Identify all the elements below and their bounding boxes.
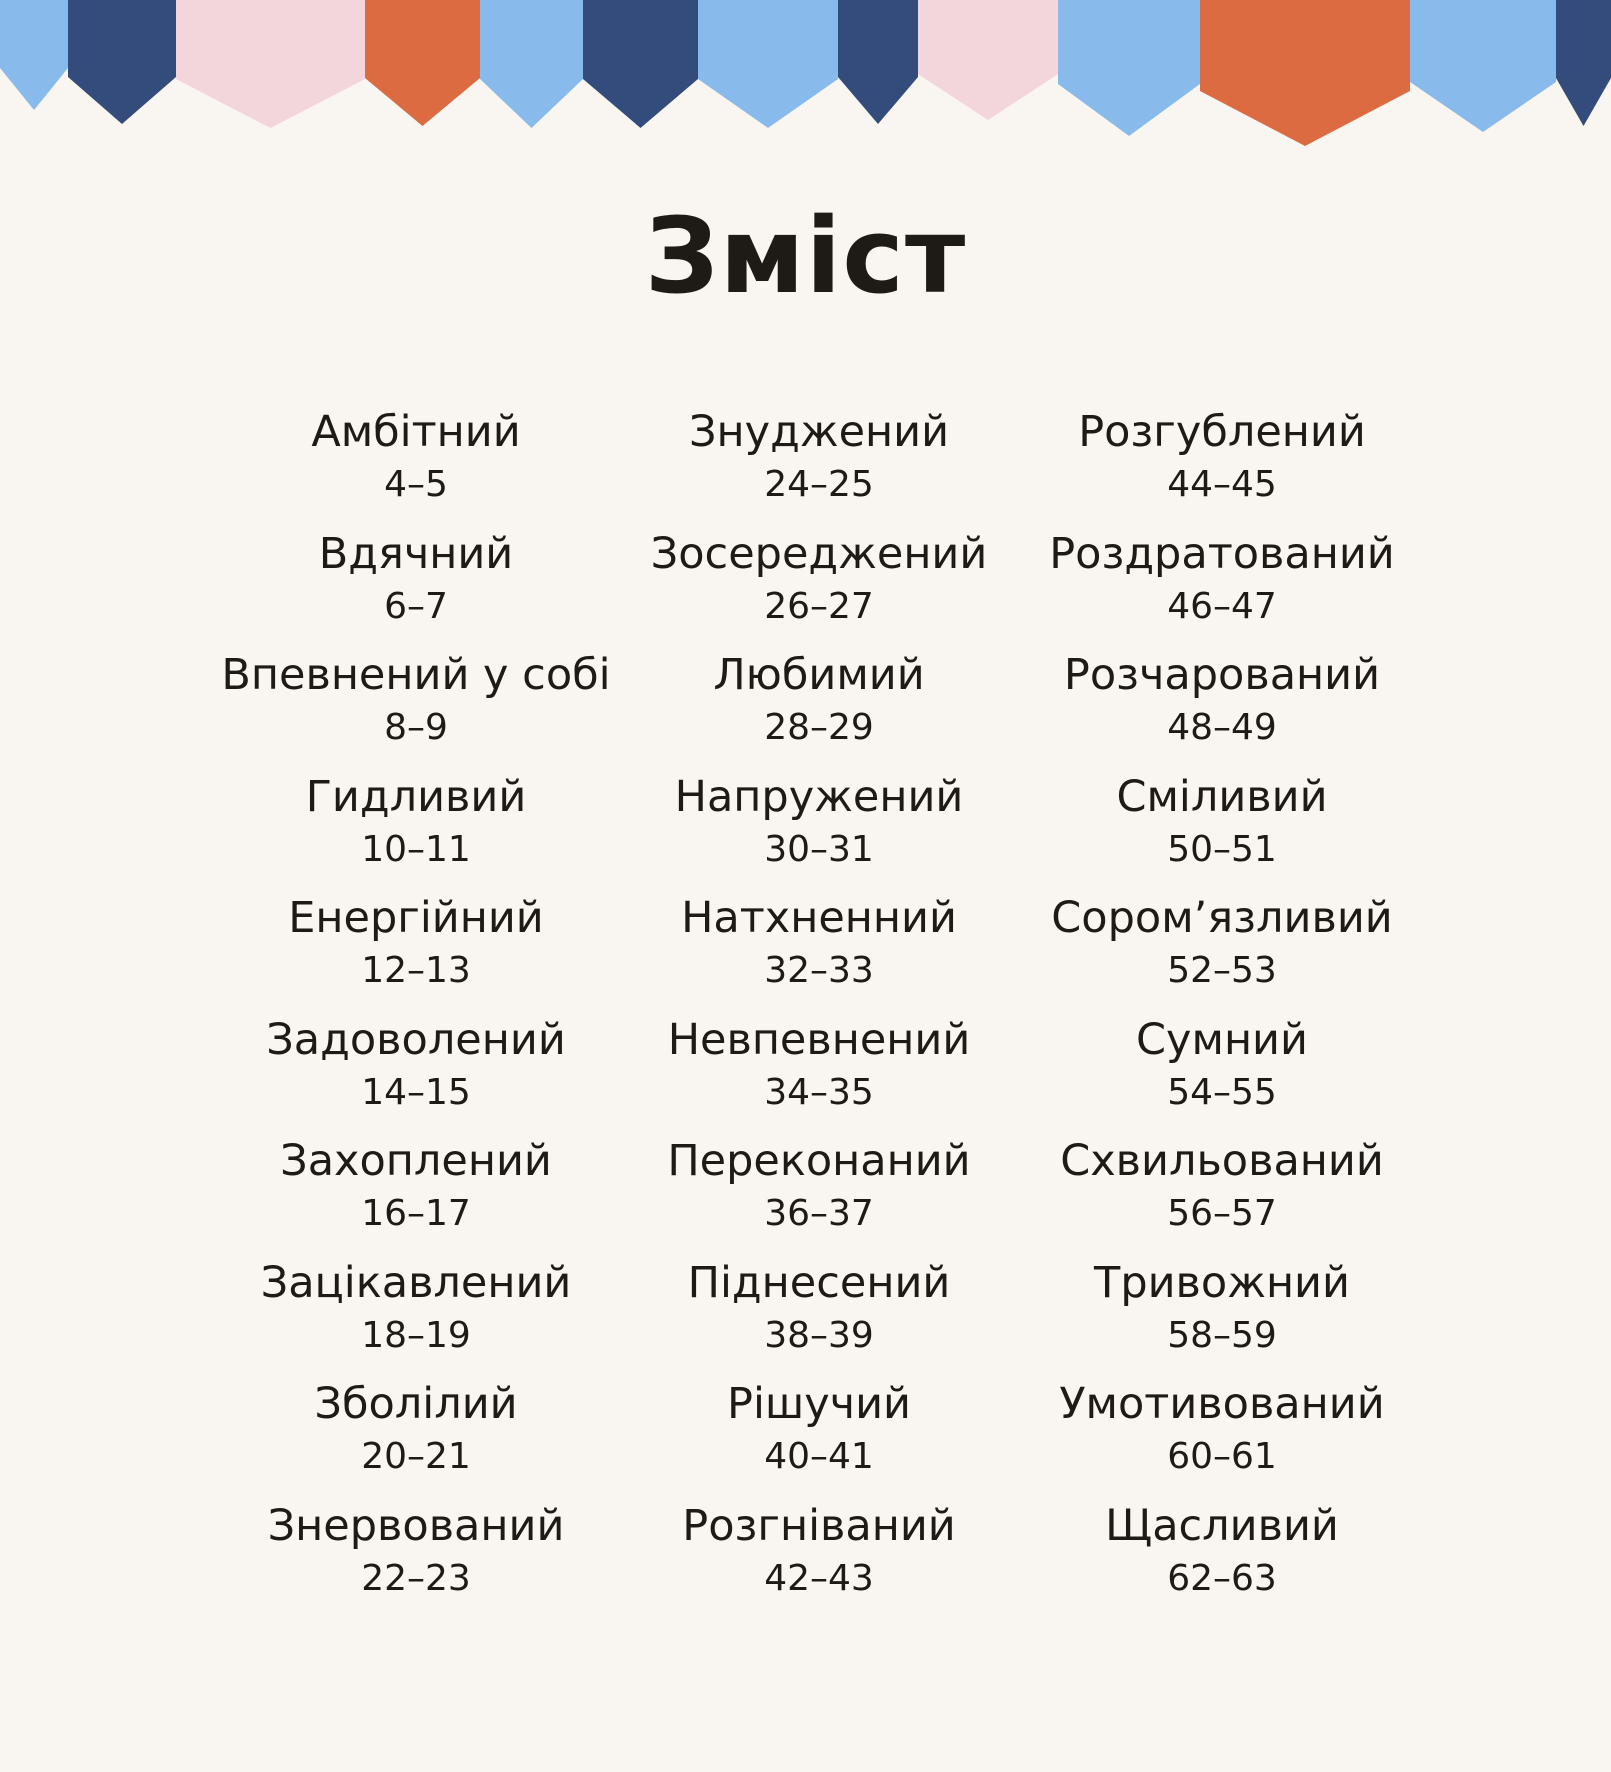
toc-entry[interactable] — [599, 1012, 1039, 1134]
entry-name: Роздратований — [1049, 528, 1395, 579]
page-title: Зміст — [644, 195, 967, 317]
bunting-flag — [1410, 0, 1556, 132]
toc-column-2 — [599, 404, 1039, 1619]
toc-entry[interactable] — [1002, 769, 1442, 891]
entry-name: Зацікавлений — [260, 1257, 572, 1308]
entry-pages: 48–49 — [1167, 707, 1277, 748]
toc-entry[interactable] — [1002, 1498, 1442, 1620]
toc-entry[interactable] — [1002, 1376, 1442, 1498]
entry-name: Сміливий — [1116, 771, 1328, 822]
entry-name: Умотивований — [1059, 1379, 1385, 1429]
bunting-flag — [698, 0, 838, 128]
entry-name: Розчарований — [1063, 650, 1381, 700]
toc-entry[interactable] — [196, 1255, 636, 1377]
toc-entry[interactable] — [196, 526, 636, 648]
toc-entry[interactable] — [599, 1498, 1039, 1620]
bunting-flag — [1058, 0, 1200, 136]
entry-name: Вдячний — [318, 528, 514, 579]
entry-name: Знервований — [267, 1500, 565, 1551]
entry-name: Напружений — [674, 771, 964, 822]
toc-entry[interactable] — [599, 526, 1039, 648]
bunting-flag — [480, 0, 583, 128]
entry-pages: 42–43 — [764, 1557, 874, 1599]
bunting-flag — [838, 0, 918, 124]
entry-pages: 20–21 — [361, 1436, 471, 1477]
toc-entry[interactable] — [599, 404, 1039, 526]
entry-pages: 30–31 — [764, 828, 874, 870]
entry-pages: 50–51 — [1167, 828, 1277, 870]
toc-entry[interactable] — [1002, 1012, 1442, 1134]
entry-pages: 8–9 — [384, 707, 448, 748]
entry-name: Енергійний — [288, 893, 544, 943]
toc-entry[interactable] — [599, 1133, 1039, 1255]
toc-entry[interactable] — [1002, 1133, 1442, 1255]
toc-entry[interactable] — [196, 890, 636, 1012]
entry-name: Переконаний — [667, 1136, 971, 1186]
entry-name: Амбітний — [311, 407, 521, 457]
entry-pages: 14–15 — [361, 1071, 471, 1113]
entry-pages: 62–63 — [1167, 1557, 1277, 1599]
entry-pages: 44–45 — [1167, 464, 1277, 505]
toc-entry[interactable] — [1002, 647, 1442, 769]
entry-pages: 16–17 — [361, 1193, 471, 1234]
toc-entry[interactable] — [196, 1376, 636, 1498]
entry-pages: 24–25 — [764, 464, 874, 505]
toc-entry[interactable] — [196, 1133, 636, 1255]
entry-pages: 56–57 — [1167, 1193, 1277, 1234]
entry-name: Сумний — [1136, 1014, 1308, 1065]
toc-entry[interactable] — [599, 1376, 1039, 1498]
entry-name: Сором’язливий — [1051, 893, 1393, 943]
entry-name: Тривожний — [1094, 1257, 1350, 1308]
entry-name: Рішучий — [727, 1379, 911, 1429]
bunting-decoration — [0, 0, 1611, 150]
entry-pages: 6–7 — [384, 585, 448, 627]
entry-pages: 10–11 — [361, 828, 471, 870]
toc-entry[interactable] — [196, 404, 636, 526]
bunting-flag — [1200, 0, 1410, 146]
toc-entry[interactable] — [196, 769, 636, 891]
entry-name: Впевнений у собі — [221, 650, 611, 700]
entry-name: Розгніваний — [682, 1500, 956, 1551]
toc-entry[interactable] — [1002, 1255, 1442, 1377]
toc-entry[interactable] — [196, 647, 636, 769]
entry-name: Зосереджений — [650, 528, 988, 579]
bunting-flag — [918, 0, 1058, 120]
entry-pages: 38–39 — [764, 1314, 874, 1356]
entry-pages: 32–33 — [764, 950, 874, 991]
toc-entry[interactable] — [1002, 890, 1442, 1012]
entry-pages: 22–23 — [361, 1557, 471, 1599]
entry-pages: 60–61 — [1167, 1436, 1277, 1477]
entry-pages: 26–27 — [764, 585, 874, 627]
toc-entry[interactable] — [196, 1012, 636, 1134]
entry-name: Невпевнений — [667, 1014, 971, 1065]
entry-name: Захоплений — [280, 1136, 552, 1186]
entry-pages: 54–55 — [1167, 1071, 1277, 1113]
entry-pages: 40–41 — [764, 1436, 874, 1477]
entry-name: Розгублений — [1078, 407, 1366, 457]
toc-entry[interactable] — [599, 647, 1039, 769]
entry-name: Любимий — [713, 650, 925, 700]
entry-pages: 28–29 — [764, 707, 874, 748]
entry-pages: 46–47 — [1167, 585, 1277, 627]
toc-column-1 — [196, 404, 636, 1619]
entry-name: Піднесений — [687, 1257, 951, 1308]
entry-name: Зболілий — [314, 1379, 518, 1429]
toc-entry[interactable] — [1002, 526, 1442, 648]
toc-entry[interactable] — [599, 890, 1039, 1012]
entry-pages: 4–5 — [384, 464, 448, 505]
toc-entry[interactable] — [599, 769, 1039, 891]
entry-name: Задоволений — [266, 1014, 566, 1065]
toc-entry[interactable] — [196, 1498, 636, 1620]
entry-pages: 58–59 — [1167, 1314, 1277, 1356]
entry-name: Гидливий — [305, 771, 527, 822]
entry-name: Щасливий — [1105, 1500, 1339, 1551]
entry-pages: 52–53 — [1167, 950, 1277, 991]
bunting-flag — [1556, 0, 1611, 126]
bunting-flag — [68, 0, 176, 124]
bunting-flag — [0, 0, 68, 110]
entry-pages: 18–19 — [361, 1314, 471, 1356]
bunting-flag — [365, 0, 480, 126]
entry-name: Знуджений — [688, 407, 950, 457]
entry-pages: 36–37 — [764, 1193, 874, 1234]
entry-pages: 34–35 — [764, 1071, 874, 1113]
entry-name: Натхненний — [681, 893, 957, 943]
bunting-flag — [583, 0, 698, 128]
entry-pages: 12–13 — [361, 950, 471, 991]
toc-entry[interactable] — [1002, 404, 1442, 526]
toc-entry[interactable] — [599, 1255, 1039, 1377]
bunting-flag — [176, 0, 365, 128]
table-of-contents — [0, 404, 1611, 1624]
entry-name: Схвильований — [1060, 1136, 1384, 1186]
toc-column-3 — [1002, 404, 1442, 1619]
